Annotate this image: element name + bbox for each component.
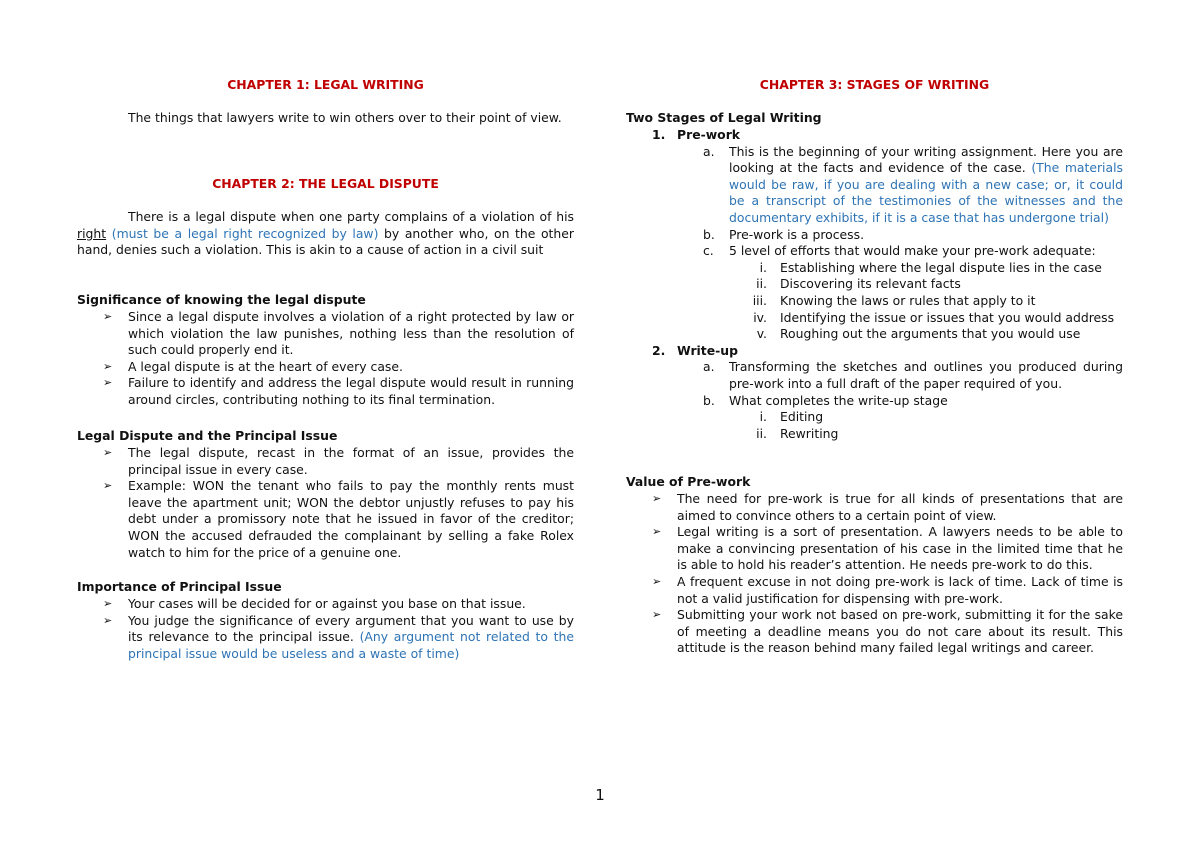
sub-item: c. 5 level of efforts that would make your pre-work adequate: <box>703 243 1096 259</box>
list-item: ➢ A legal dispute is at the heart of every case. <box>103 358 403 374</box>
list-item: ➢ Failure to identify and address the legal dispute would result in running around circles, contributing nothing to its final termination. <box>103 375 574 407</box>
two-stages-heading: Two Stages of Legal Writing <box>626 110 822 125</box>
sub-item: b. Pre-work is a process. <box>703 226 865 242</box>
sub-item: b. What completes the write-up stage <box>703 392 948 408</box>
arrow-bullet-icon: ➢ <box>652 492 662 505</box>
stage-prework: 1. Pre-work <box>652 127 741 142</box>
chapter1-title: CHAPTER 1: LEGAL WRITING <box>227 77 424 92</box>
arrow-bullet-icon: ➢ <box>103 376 113 390</box>
blue-note: (Any argument not related to the principal issue would be useless and a waste of time) <box>128 629 574 661</box>
underlined-word: right <box>77 225 107 241</box>
stages-list <box>626 127 1123 442</box>
roman-item: i. Establishing where the legal dispute lies in the case <box>759 259 1102 275</box>
importance-heading: Importance of Principal Issue <box>77 579 282 594</box>
roman-item: ii. Discovering its relevant facts <box>756 276 961 292</box>
sub-item: a. Transforming the sketches and outlines you produced during pre-work into a full draft of the paper required of you. <box>703 359 1123 391</box>
value-heading: Value of Pre-work <box>626 474 751 489</box>
roman-item: iii. Knowing the laws or rules that apply to it <box>752 292 1036 308</box>
list-item: ➢ Example: WON the tenant who fails to pay the monthly rents must leave the apartment unit; WON the debtor unjustly refuses to pay his debt under a promissory note that he issued in favor of the creditor; WON the accused defrauded the complainant by selling a fake Rolex watch to him for the price of a genuine one. <box>103 478 574 560</box>
principal-issue-list <box>77 445 574 561</box>
list-item: ➢ A frequent excuse in not doing pre-work is lack of time. Lack of time is not a valid justification for dispensing with pre-work. <box>652 573 1123 606</box>
list-item: ➢ Since a legal dispute involves a violation of a right protected by law or which violation the law punishes, nothing less than the resolution of such could properly end it. <box>103 309 574 358</box>
arrow-bullet-icon: ➢ <box>103 479 113 493</box>
significance-list <box>77 309 574 409</box>
significance-heading: Significance of knowing the legal dispute <box>77 292 366 307</box>
arrow-bullet-icon: ➢ <box>652 574 662 588</box>
arrow-bullet-icon: ➢ <box>103 359 113 373</box>
page-number: 1 <box>595 786 605 804</box>
importance-list <box>77 596 574 662</box>
roman-item: v. Roughing out the arguments that you would use <box>756 326 1081 342</box>
arrow-bullet-icon: ➢ <box>103 310 113 323</box>
list-item: ➢ Your cases will be decided for or against you base on that issue. <box>103 596 526 611</box>
sub-item: a. This is the beginning of your writing assignment. Here you are looking at the facts and evidence of the case. (The materials would be raw, if you are dealing with a new case; or, it could be a transcript of the testimonies of the witnesses and the documentary exhibits, if it is a case that has undergone trial) <box>703 143 1123 225</box>
list-item: ➢ Submitting your work not based on pre-work, submitting it for the sake of meeting a deadline means you do not care about its result. This attitude is the reason behind many failed legal writings and career. <box>652 607 1123 656</box>
arrow-bullet-icon: ➢ <box>103 613 113 627</box>
roman-item: ii. Rewriting <box>756 425 839 441</box>
blue-note: (The materials would be raw, if you are dealing with a new case; or, it could be a transcript of the testimonies of the witnesses and the documentary exhibits, if it is a case that has undergone trial) <box>729 160 1123 225</box>
blue-note: (must be a legal right recognized by law) <box>111 225 379 241</box>
roman-item: i. Editing <box>759 409 824 425</box>
arrow-bullet-icon: ➢ <box>103 597 113 610</box>
list-item: ➢ The legal dispute, recast in the format of an issue, provides the principal issue in every case. <box>103 445 574 477</box>
chapter2-text: There is a legal dispute when one party complains of a violation of his right (must be a legal right recognized by law) by another who, on the other hand, denies such a violation. This is akin to a cause of action in a civil suit <box>77 209 574 258</box>
principal-issue-heading: Legal Dispute and the Principal Issue <box>77 428 338 443</box>
list-item: ➢ The need for pre-work is true for all kinds of presentations that are aimed to convince others to a certain point of view. <box>652 491 1123 523</box>
arrow-bullet-icon: ➢ <box>652 608 662 622</box>
roman-item: iv. Identifying the issue or issues that you would address <box>753 309 1115 325</box>
stage-writeup: 2. Write-up <box>652 342 738 358</box>
arrow-bullet-icon: ➢ <box>652 525 662 539</box>
arrow-bullet-icon: ➢ <box>103 446 113 459</box>
value-list <box>626 491 1123 657</box>
chapter2-title: CHAPTER 2: THE LEGAL DISPUTE <box>212 176 439 191</box>
list-item: ➢ Legal writing is a sort of presentation. A lawyers needs to be able to make a convincing presentation of his case in the limited time that he is able to hold his reader’s attention. He needs pre-work to do this. <box>652 524 1123 573</box>
chapter3-title: CHAPTER 3: STAGES OF WRITING <box>759 77 990 92</box>
chapter1-text: The things that lawyers write to win others over to their point of view. <box>128 110 562 125</box>
list-item: ➢ You judge the significance of every argument that you want to use by its relevance to the principal issue. (Any argument not related to the principal issue would be useless and a waste of time) <box>103 612 574 661</box>
